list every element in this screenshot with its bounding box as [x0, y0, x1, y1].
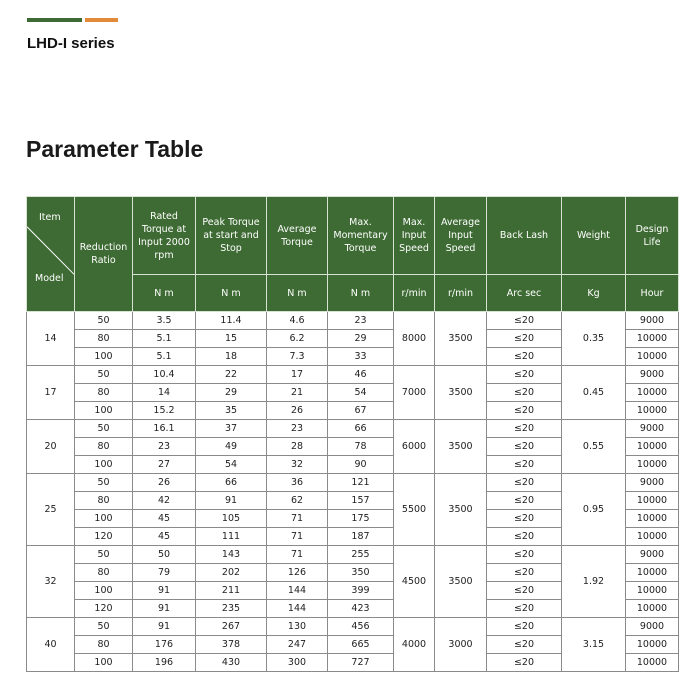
max-input-speed-cell: 8000 — [394, 312, 435, 366]
design-life-cell: 10000 — [626, 636, 679, 654]
backlash-cell: ≤20 — [487, 654, 562, 672]
backlash-cell: ≤20 — [487, 492, 562, 510]
average-input-speed-cell: 3000 — [435, 618, 487, 672]
average-torque-header: Average Torque — [267, 197, 328, 275]
parameter-table — [26, 196, 679, 672]
ratio-cell: 120 — [75, 600, 133, 618]
ratio-cell: 50 — [75, 546, 133, 564]
max-momentary-torque-cell: 78 — [328, 438, 394, 456]
average-torque-cell: 300 — [267, 654, 328, 672]
backlash-cell: ≤20 — [487, 438, 562, 456]
ratio-cell: 100 — [75, 348, 133, 366]
design-life-cell: 10000 — [626, 456, 679, 474]
model-header-label: Model — [35, 273, 64, 284]
unit-avg-speed: r/min — [435, 275, 487, 312]
max-input-speed-cell: 6000 — [394, 420, 435, 474]
average-input-speed-cell: 3500 — [435, 420, 487, 474]
ratio-cell: 100 — [75, 582, 133, 600]
max-momentary-torque-cell: 67 — [328, 402, 394, 420]
ratio-cell: 80 — [75, 636, 133, 654]
ratio-cell: 100 — [75, 654, 133, 672]
model-cell: 40 — [27, 618, 75, 672]
design-life-cell: 10000 — [626, 492, 679, 510]
table-row — [27, 474, 679, 492]
average-torque-cell: 144 — [267, 600, 328, 618]
accent-bar-orange — [85, 18, 118, 22]
table-body — [27, 312, 679, 672]
backlash-cell: ≤20 — [487, 330, 562, 348]
rated-torque-cell: 10.4 — [133, 366, 196, 384]
peak-torque-cell: 15 — [196, 330, 267, 348]
weight-cell: 3.15 — [562, 618, 626, 672]
average-torque-cell: 144 — [267, 582, 328, 600]
ratio-cell: 50 — [75, 474, 133, 492]
design-life-cell: 10000 — [626, 438, 679, 456]
average-input-speed-cell: 3500 — [435, 474, 487, 546]
max-momentary-torque-cell: 90 — [328, 456, 394, 474]
weight-cell: 0.45 — [562, 366, 626, 420]
max-momentary-torque-cell: 175 — [328, 510, 394, 528]
design-life-cell: 10000 — [626, 600, 679, 618]
ratio-header: Reduction Ratio — [75, 197, 133, 312]
ratio-cell: 50 — [75, 618, 133, 636]
backlash-cell: ≤20 — [487, 528, 562, 546]
max-momentary-torque-cell: 23 — [328, 312, 394, 330]
average-torque-cell: 247 — [267, 636, 328, 654]
design-life-cell: 10000 — [626, 402, 679, 420]
average-torque-cell: 6.2 — [267, 330, 328, 348]
average-torque-cell: 32 — [267, 456, 328, 474]
header-row — [27, 197, 679, 275]
backlash-header: Back Lash — [487, 197, 562, 275]
max-momentary-torque-cell: 33 — [328, 348, 394, 366]
backlash-cell: ≤20 — [487, 474, 562, 492]
unit-peak: N m — [196, 275, 267, 312]
rated-torque-cell: 5.1 — [133, 330, 196, 348]
average-input-speed-cell: 3500 — [435, 366, 487, 420]
rated-torque-cell: 27 — [133, 456, 196, 474]
table-row — [27, 618, 679, 636]
ratio-cell: 80 — [75, 384, 133, 402]
peak-torque-cell: 202 — [196, 564, 267, 582]
max-momentary-torque-cell: 157 — [328, 492, 394, 510]
average-torque-cell: 26 — [267, 402, 328, 420]
max-momentary-torque-cell: 255 — [328, 546, 394, 564]
ratio-cell: 80 — [75, 492, 133, 510]
average-input-speed-cell: 3500 — [435, 546, 487, 618]
average-torque-cell: 7.3 — [267, 348, 328, 366]
peak-torque-cell: 111 — [196, 528, 267, 546]
peak-torque-cell: 378 — [196, 636, 267, 654]
unit-weight: Kg — [562, 275, 626, 312]
weight-cell: 0.55 — [562, 420, 626, 474]
average-torque-cell: 23 — [267, 420, 328, 438]
rated-torque-cell: 50 — [133, 546, 196, 564]
average-torque-cell: 71 — [267, 510, 328, 528]
max-momentary-torque-header: Max. Momentary Torque — [328, 197, 394, 275]
max-momentary-torque-cell: 54 — [328, 384, 394, 402]
design-life-cell: 10000 — [626, 654, 679, 672]
average-input-speed-header: Average Input Speed — [435, 197, 487, 275]
max-momentary-torque-cell: 456 — [328, 618, 394, 636]
table-row — [27, 366, 679, 384]
max-input-speed-cell: 4000 — [394, 618, 435, 672]
average-input-speed-cell: 3500 — [435, 312, 487, 366]
peak-torque-cell: 54 — [196, 456, 267, 474]
rated-torque-cell: 42 — [133, 492, 196, 510]
design-life-cell: 10000 — [626, 528, 679, 546]
rated-torque-cell: 5.1 — [133, 348, 196, 366]
peak-torque-cell: 35 — [196, 402, 267, 420]
rated-torque-cell: 91 — [133, 582, 196, 600]
ratio-cell: 80 — [75, 564, 133, 582]
max-input-speed-cell: 5500 — [394, 474, 435, 546]
rated-torque-header: Rated Torque at Input 2000 rpm — [133, 197, 196, 275]
weight-cell: 1.92 — [562, 546, 626, 618]
model-cell: 14 — [27, 312, 75, 366]
peak-torque-cell: 49 — [196, 438, 267, 456]
average-torque-cell: 21 — [267, 384, 328, 402]
max-momentary-torque-cell: 350 — [328, 564, 394, 582]
max-momentary-torque-cell: 423 — [328, 600, 394, 618]
table-row — [27, 420, 679, 438]
max-input-speed-cell: 4500 — [394, 546, 435, 618]
ratio-cell: 100 — [75, 510, 133, 528]
ratio-cell: 100 — [75, 402, 133, 420]
rated-torque-cell: 196 — [133, 654, 196, 672]
peak-torque-header: Peak Torque at start and Stop — [196, 197, 267, 275]
ratio-cell: 80 — [75, 330, 133, 348]
average-torque-cell: 71 — [267, 528, 328, 546]
backlash-cell: ≤20 — [487, 510, 562, 528]
average-torque-cell: 36 — [267, 474, 328, 492]
unit-max-speed: r/min — [394, 275, 435, 312]
unit-max-mom: N m — [328, 275, 394, 312]
backlash-cell: ≤20 — [487, 456, 562, 474]
design-life-cell: 9000 — [626, 420, 679, 438]
peak-torque-cell: 66 — [196, 474, 267, 492]
backlash-cell: ≤20 — [487, 366, 562, 384]
backlash-cell: ≤20 — [487, 402, 562, 420]
backlash-cell: ≤20 — [487, 546, 562, 564]
max-momentary-torque-cell: 727 — [328, 654, 394, 672]
unit-avg: N m — [267, 275, 328, 312]
model-cell: 32 — [27, 546, 75, 618]
ratio-cell: 50 — [75, 312, 133, 330]
rated-torque-cell: 91 — [133, 618, 196, 636]
rated-torque-cell: 23 — [133, 438, 196, 456]
design-life-cell: 9000 — [626, 474, 679, 492]
ratio-cell: 100 — [75, 456, 133, 474]
unit-rated: N m — [133, 275, 196, 312]
max-momentary-torque-cell: 187 — [328, 528, 394, 546]
max-momentary-torque-cell: 66 — [328, 420, 394, 438]
peak-torque-cell: 211 — [196, 582, 267, 600]
rated-torque-cell: 45 — [133, 528, 196, 546]
rated-torque-cell: 16.1 — [133, 420, 196, 438]
max-momentary-torque-cell: 665 — [328, 636, 394, 654]
peak-torque-cell: 267 — [196, 618, 267, 636]
backlash-cell: ≤20 — [487, 582, 562, 600]
accent-bar-green — [27, 18, 82, 22]
backlash-cell: ≤20 — [487, 600, 562, 618]
rated-torque-cell: 176 — [133, 636, 196, 654]
average-torque-cell: 126 — [267, 564, 328, 582]
peak-torque-cell: 37 — [196, 420, 267, 438]
design-life-header: Design Life — [626, 197, 679, 275]
peak-torque-cell: 235 — [196, 600, 267, 618]
table-row — [27, 546, 679, 564]
weight-cell: 0.35 — [562, 312, 626, 366]
backlash-cell: ≤20 — [487, 348, 562, 366]
backlash-cell: ≤20 — [487, 618, 562, 636]
ratio-cell: 50 — [75, 366, 133, 384]
peak-torque-cell: 91 — [196, 492, 267, 510]
design-life-cell: 9000 — [626, 618, 679, 636]
max-momentary-torque-cell: 399 — [328, 582, 394, 600]
max-momentary-torque-cell: 121 — [328, 474, 394, 492]
design-life-cell: 10000 — [626, 510, 679, 528]
design-life-cell: 10000 — [626, 582, 679, 600]
table-row — [27, 312, 679, 330]
weight-header: Weight — [562, 197, 626, 275]
design-life-cell: 9000 — [626, 546, 679, 564]
backlash-cell: ≤20 — [487, 636, 562, 654]
item-header-label: Item — [39, 212, 61, 223]
peak-torque-cell: 29 — [196, 384, 267, 402]
unit-life: Hour — [626, 275, 679, 312]
peak-torque-cell: 143 — [196, 546, 267, 564]
model-cell: 25 — [27, 474, 75, 546]
rated-torque-cell: 26 — [133, 474, 196, 492]
ratio-cell: 80 — [75, 438, 133, 456]
backlash-cell: ≤20 — [487, 420, 562, 438]
backlash-cell: ≤20 — [487, 312, 562, 330]
ratio-cell: 50 — [75, 420, 133, 438]
peak-torque-cell: 22 — [196, 366, 267, 384]
rated-torque-cell: 15.2 — [133, 402, 196, 420]
design-life-cell: 10000 — [626, 384, 679, 402]
backlash-cell: ≤20 — [487, 564, 562, 582]
rated-torque-cell: 45 — [133, 510, 196, 528]
average-torque-cell: 17 — [267, 366, 328, 384]
peak-torque-cell: 18 — [196, 348, 267, 366]
unit-backlash: Arc sec — [487, 275, 562, 312]
series-title: LHD-I series — [27, 35, 115, 52]
average-torque-cell: 62 — [267, 492, 328, 510]
page-title: Parameter Table — [26, 136, 204, 162]
design-life-cell: 10000 — [626, 348, 679, 366]
max-momentary-torque-cell: 29 — [328, 330, 394, 348]
max-momentary-torque-cell: 46 — [328, 366, 394, 384]
rated-torque-cell: 79 — [133, 564, 196, 582]
rated-torque-cell: 14 — [133, 384, 196, 402]
average-torque-cell: 71 — [267, 546, 328, 564]
weight-cell: 0.95 — [562, 474, 626, 546]
peak-torque-cell: 105 — [196, 510, 267, 528]
item-model-header — [27, 197, 75, 312]
design-life-cell: 10000 — [626, 330, 679, 348]
design-life-cell: 9000 — [626, 366, 679, 384]
rated-torque-cell: 91 — [133, 600, 196, 618]
average-torque-cell: 4.6 — [267, 312, 328, 330]
peak-torque-cell: 11.4 — [196, 312, 267, 330]
max-input-speed-header: Max. Input Speed — [394, 197, 435, 275]
rated-torque-cell: 3.5 — [133, 312, 196, 330]
average-torque-cell: 28 — [267, 438, 328, 456]
design-life-cell: 9000 — [626, 312, 679, 330]
peak-torque-cell: 430 — [196, 654, 267, 672]
average-torque-cell: 130 — [267, 618, 328, 636]
model-cell: 20 — [27, 420, 75, 474]
backlash-cell: ≤20 — [487, 384, 562, 402]
model-cell: 17 — [27, 366, 75, 420]
design-life-cell: 10000 — [626, 564, 679, 582]
ratio-cell: 120 — [75, 528, 133, 546]
max-input-speed-cell: 7000 — [394, 366, 435, 420]
